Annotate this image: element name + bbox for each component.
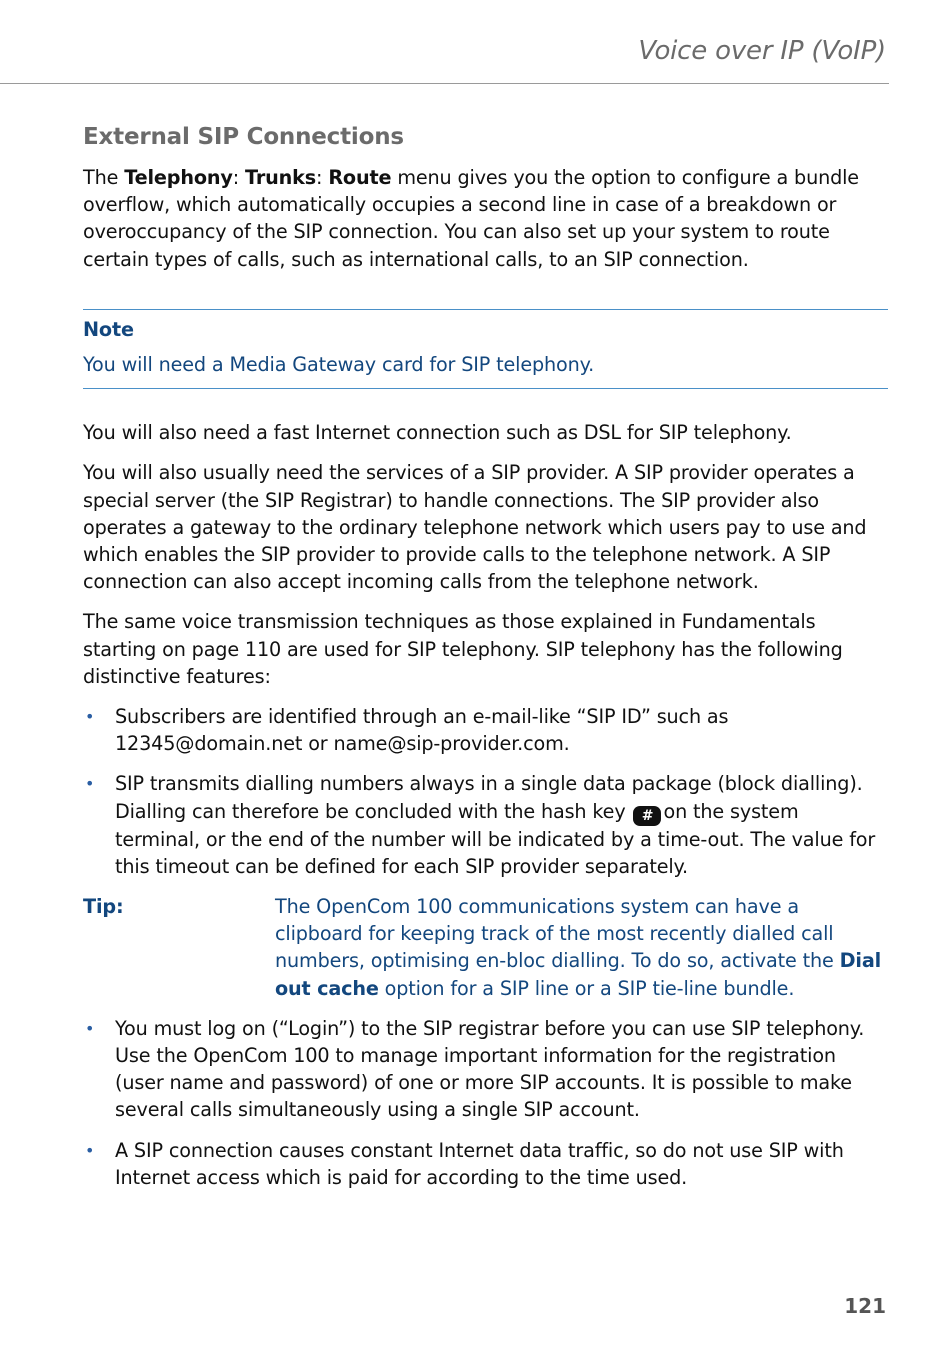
intro-paragraph — [83, 164, 888, 273]
body-paragraph: You will also need a fast Internet connection such as DSL for SIP telephony. — [83, 421, 792, 445]
header-rule — [0, 83, 889, 84]
bullet-icon: • — [85, 707, 95, 727]
bullet-icon: • — [85, 1140, 95, 1160]
menu-telephony: Telephony — [124, 166, 233, 189]
section-title: External SIP Connections — [83, 124, 404, 150]
list-item — [83, 1137, 888, 1191]
features-list — [83, 703, 888, 880]
note-box — [83, 309, 888, 389]
intro-sep-2: : — [316, 166, 329, 189]
list-item-text: You must log on (“Login”) to the SIP registrar before you can use SIP telephony. Use the OpenCom 100 to manage important information for the registration (user name and password) of one or more SIP accounts. It is possible to make several calls simultaneously using a single SIP account. — [115, 1016, 865, 1122]
intro-sep-1: : — [232, 166, 245, 189]
tip-label: Tip: — [83, 895, 124, 919]
list-item — [83, 703, 888, 757]
tip-text-after: option for a SIP line or a SIP tie-line bundle. — [378, 976, 795, 1000]
page-number: 121 — [844, 1294, 886, 1318]
tip-block — [83, 893, 888, 1002]
note-title: Note — [83, 317, 134, 341]
menu-route: Route — [328, 166, 392, 189]
tip-text — [275, 893, 888, 1002]
intro-text-1: The — [83, 166, 125, 189]
intro-text-2: menu gives you the option to configure a bundle overflow, which automatically occupies a second line in case of a breakdown or overoccupancy of the SIP connection. You can also set up your system to route certain types of calls, such as international calls, to an SIP connection. — [83, 166, 859, 271]
tip-text-before: The OpenCom 100 communications system can have a clipboard for keeping track of the most recently dialled call numbers, optimising en-bloc dialling. To do so, activate the — [275, 895, 840, 973]
main-content — [83, 122, 888, 1204]
body-paragraph: The same voice transmission techniques as those explained in Fundamentals starting on page 110 are used for SIP telephony. SIP telephony has the following distinctive features: — [83, 610, 843, 688]
hash-key-icon: # — [633, 806, 661, 826]
features-list-continued — [83, 1015, 888, 1191]
body-paragraph: You will also usually need the services of a SIP provider. A SIP provider operates a special server (the SIP Registrar) to handle connections. The SIP provider also operates a gateway to the ordinary telephone network which users pay to use and which enables the SIP provider to provide calls to the telephone network. A SIP connection can also accept incoming calls from the telephone network. — [83, 461, 867, 594]
bullet-icon: • — [85, 774, 95, 794]
bullet-icon: • — [85, 1018, 95, 1038]
list-item-text: SIP transmits dialling numbers always in a single data package (block dialling). Dialling can therefore be concluded with the hash key — [115, 772, 863, 823]
list-item-text: on the system terminal, or the end of the number will be indicated by a time-out. The value for this timeout can be defined for each SIP provider separately. — [115, 799, 876, 878]
list-item-text: A SIP connection causes constant Internet data traffic, so do not use SIP with Internet access which is paid for according to the time used. — [115, 1138, 844, 1189]
page-header-title: Voice over IP (VoIP) — [638, 36, 886, 66]
list-item-text: Subscribers are identified through an e-mail-like “SIP ID” such as 12345@domain.net or name@sip-provider.com. — [115, 705, 729, 756]
note-text: You will need a Media Gateway card for SIP telephony. — [83, 353, 595, 377]
list-item — [83, 1015, 888, 1124]
menu-trunks: Trunks — [245, 166, 317, 189]
list-item — [83, 770, 888, 880]
dial-out-cache-term: Dial out cache — [275, 949, 882, 1000]
